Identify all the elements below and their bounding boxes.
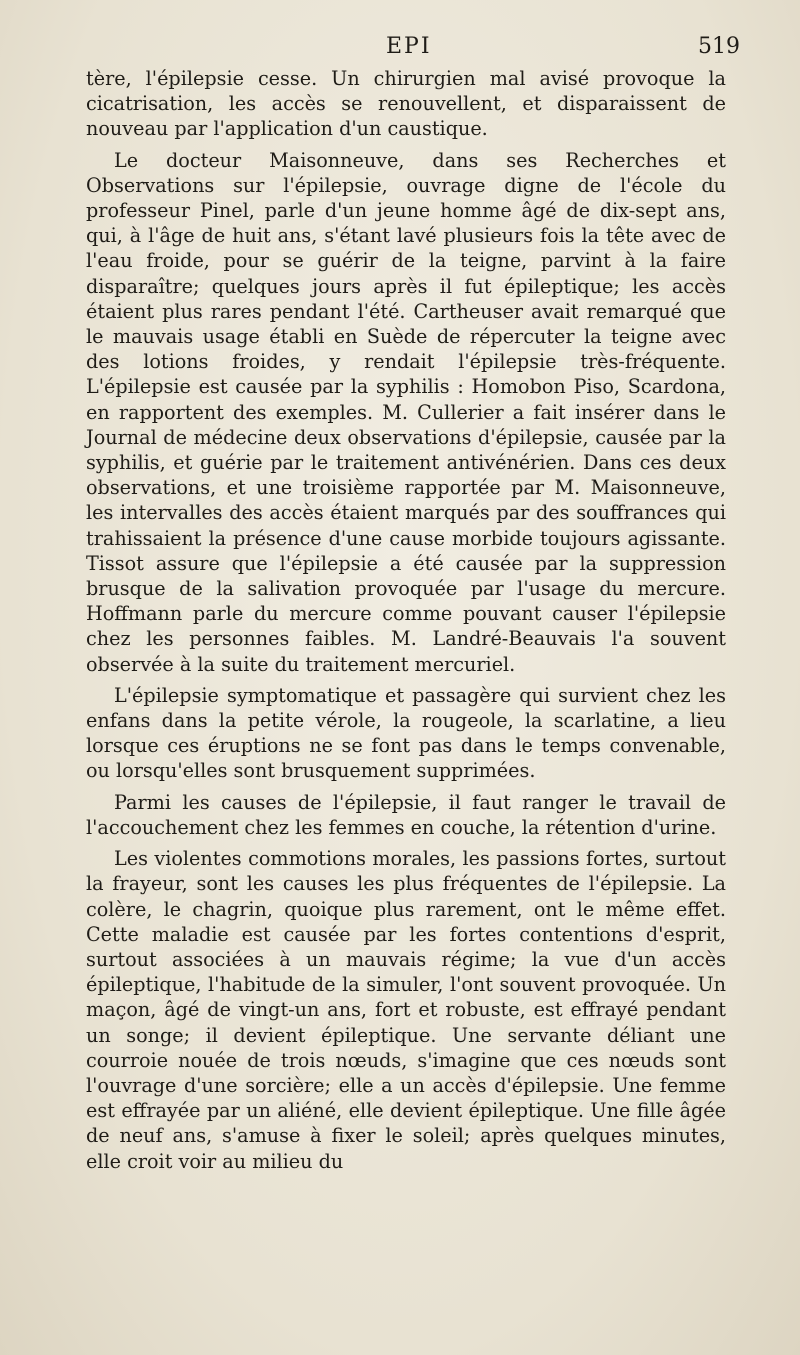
paragraph: Parmi les causes de l'épilepsie, il faut ranger le travail de l'accouchement chez les femmes en couche, la rétention d'urine.	[86, 790, 726, 839]
page-number: 519	[698, 34, 740, 59]
running-head: EPI	[386, 34, 432, 59]
paragraph: tère, l'épilepsie cesse. Un chirurgien mal avisé provoque la cicatrisation, les accès se renouvellent, et disparaissent de nouveau par l'application d'un caustique.	[86, 67, 726, 141]
paragraph: Les violentes commotions morales, les passions fortes, surtout la frayeur, sont les causes les plus fréquentes de l'épilepsie. La colère, le chagrin, quoique plus rarement, ont le même effet. Cette maladie est causée par les fortes contentions d'esprit, surtout associées à un mauvais régime; la vue d'un accès épileptique, l'habitude de la simuler, l'ont souvent provoquée. Un maçon, âgé de vingt-un ans, fort et robuste, est effrayé pendant un songe; il devient épileptique. Une servante déliant une courroie nouée de trois nœuds, s'imagine que ces nœuds sont l'ouvrage d'une sorcière; elle a un accès d'épilepsie. Une femme est effrayée par un aliéné, elle devient épileptique. Une fille âgée de neuf ans, s'amuse à fixer le soleil; après quelques minutes, elle croit voir au milieu du	[86, 847, 726, 1173]
page-header	[86, 34, 740, 64]
paragraph: Le docteur Maisonneuve, dans ses Recherches et Observations sur l'épilepsie, ouvrage digne de l'école du professeur Pinel, parle d'un jeune homme âgé de dix-sept ans, qui, à l'âge de huit ans, s'étant lavé plusieurs fois la tête avec de l'eau froide, pour se guérir de la teigne, parvint à la faire disparaître; quelques jours après il fut épileptique; les accès étaient plus rares pendant l'été. Cartheuser avait remarqué que le mauvais usage établi en Suède de répercuter la teigne avec des lotions froides, y rendait l'épilepsie très-fréquente. L'épilepsie est causée par la syphilis : Homobon Piso, Scardona, en rapportent des exemples. M. Cullerier a fait insérer dans le Journal de médecine deux observations d'épilepsie, causée par la syphilis, et guérie par le traitement antivénérien. Dans ces deux observations, et une troisième rapportée par M. Maisonneuve, les intervalles des accès étaient marqués par des souffrances qui trahissaient la présence d'une cause morbide toujours agissante. Tissot assure que l'épilepsie a été causée par la suppression brusque de la salivation provoquée par l'usage du mercure. Hoffmann parle du mercure comme pouvant causer l'épilepsie chez les personnes faibles. M. Landré-Beauvais l'a souvent observée à la suite du traitement mercuriel.	[86, 148, 726, 676]
body-text	[86, 66, 726, 1180]
paragraph: L'épilepsie symptomatique et passagère qui survient chez les enfans dans la petite vérole, la rougeole, la scarlatine, a lieu lorsque ces éruptions ne se font pas dans le temps convenable, ou lorsqu'elles sont brusquement supprimées.	[86, 683, 726, 783]
